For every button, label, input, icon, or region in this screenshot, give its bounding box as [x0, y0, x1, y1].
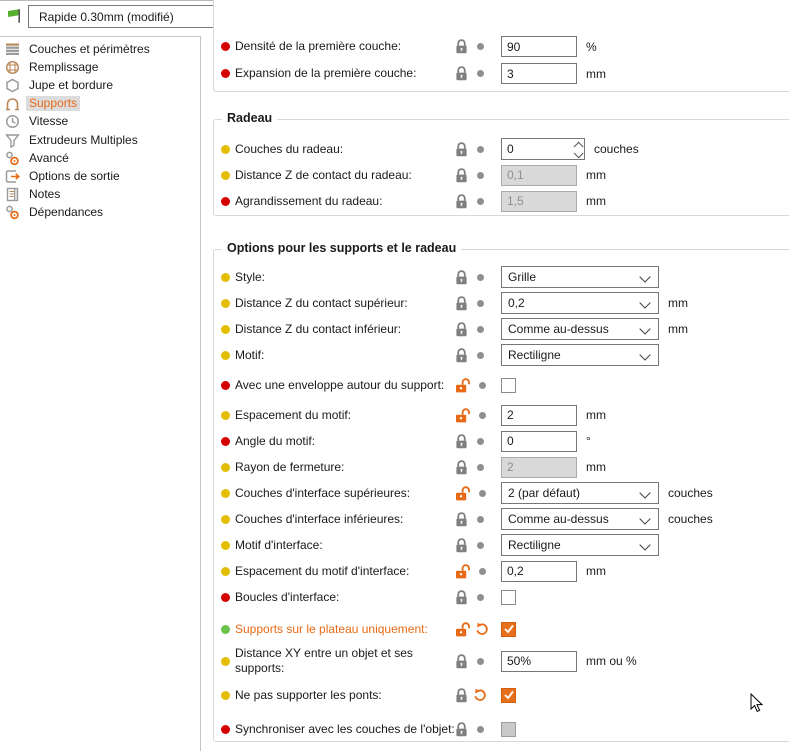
setting-label: Ne pas supporter les ponts: — [235, 687, 382, 702]
setting-label: Distance Z de contact du radeau: — [235, 167, 412, 182]
lock-closed-icon[interactable] — [455, 348, 468, 363]
red-bullet-icon — [221, 437, 230, 446]
extruders-icon — [4, 133, 20, 148]
setting-label: Rayon de fermeture: — [235, 459, 345, 474]
unit-label: mm — [586, 408, 606, 422]
unit-label: mm — [586, 194, 606, 208]
setting-row-motif-d-interface — [214, 532, 789, 558]
unmodified-dot-icon — [477, 516, 484, 523]
unmodified-dot-icon — [477, 300, 484, 307]
lock-closed-icon[interactable] — [455, 590, 468, 605]
unmodified-dot-icon — [477, 726, 484, 733]
notes-icon — [4, 187, 20, 202]
lock-closed-icon[interactable] — [455, 538, 468, 553]
mouse-cursor — [750, 693, 764, 716]
distance-z-du-contact-superieur-select[interactable] — [501, 292, 659, 314]
speed-icon — [4, 114, 20, 129]
lock-closed-icon[interactable] — [455, 194, 468, 209]
state-icons — [455, 270, 501, 285]
sidebar-item-label: Jupe et bordure — [29, 77, 114, 92]
unit-label: mm — [586, 168, 606, 182]
red-bullet-icon — [221, 593, 230, 602]
sidebar-item-remplissage[interactable] — [0, 58, 200, 76]
yellow-bullet-icon — [221, 691, 230, 700]
setting-row-couches-d-interface-superieures — [214, 480, 789, 506]
yellow-bullet-icon — [221, 171, 230, 180]
settings-category-sidebar — [0, 36, 201, 751]
espacement-du-motif-d-interface-input[interactable] — [501, 561, 577, 582]
state-icons — [455, 722, 501, 737]
unit-label: mm — [586, 564, 606, 578]
unmodified-dot-icon — [477, 274, 484, 281]
lock-closed-icon[interactable] — [455, 460, 468, 475]
section-first-layer — [213, 0, 789, 92]
angle-du-motif-input[interactable] — [501, 431, 577, 452]
infill-icon — [4, 60, 20, 75]
chevron-down-icon — [639, 513, 650, 524]
setting-label: Angle du motif: — [235, 433, 316, 448]
setting-label: Boucles d'interface: — [235, 589, 340, 604]
state-icons — [455, 66, 501, 81]
setting-label: Espacement du motif: — [235, 407, 352, 422]
setting-row-expansion-de-la-premiere-couche — [214, 60, 789, 87]
espacement-du-motif-input[interactable] — [501, 405, 577, 426]
yellow-bullet-icon — [221, 351, 230, 360]
setting-row-supports-sur-le-plateau-uniquement — [214, 616, 789, 642]
unmodified-dot-icon — [477, 146, 484, 153]
sidebar-item-label: Notes — [29, 187, 61, 202]
state-icons — [455, 460, 501, 475]
setting-label: Style: — [235, 269, 266, 284]
red-bullet-icon — [221, 197, 230, 206]
unmodified-dot-icon — [477, 326, 484, 333]
sidebar-item-label: Couches et périmètres — [29, 41, 150, 56]
distance-xy-entre-un-objet-et-ses-supports-input[interactable] — [501, 651, 577, 672]
unit-label: mm — [668, 322, 688, 336]
layers-icon — [4, 42, 20, 57]
lock-closed-icon[interactable] — [455, 168, 468, 183]
setting-label: Distance XY entre un objet et ses supports: — [235, 646, 413, 675]
state-icons — [455, 168, 501, 183]
unmodified-dot-icon — [477, 172, 484, 179]
sidebar-item-label: Avancé — [29, 150, 69, 165]
state-icons — [455, 486, 501, 501]
setting-row-rayon-de-fermeture — [214, 454, 789, 480]
sidebar-item-options-de-sortie[interactable] — [0, 167, 200, 185]
state-icons — [455, 348, 501, 363]
state-icons — [455, 322, 501, 337]
motif-d-interface-select[interactable] — [501, 534, 659, 556]
setting-label: Espacement du motif d'interface: — [235, 563, 410, 578]
state-icons — [455, 688, 501, 703]
yellow-bullet-icon — [221, 515, 230, 524]
setting-label: Densité de la première couche: — [235, 39, 402, 53]
unmodified-dot-icon — [477, 70, 484, 77]
unit-label: couches — [668, 486, 713, 500]
green-bullet-icon — [221, 625, 230, 634]
rayon-de-fermeture-input — [501, 457, 577, 478]
couches-d-interface-superieures-select[interactable] — [501, 482, 659, 504]
setting-label: Couches d'interface inférieures: — [235, 511, 404, 526]
setting-row-ne-pas-supporter-les-ponts — [214, 682, 789, 708]
motif-select[interactable] — [501, 344, 659, 366]
agrandissement-du-radeau-input — [501, 191, 577, 212]
state-icons — [455, 39, 501, 54]
unmodified-dot-icon — [479, 412, 486, 419]
yellow-bullet-icon — [221, 657, 230, 666]
sidebar-item-avance[interactable] — [0, 149, 200, 167]
setting-row-avec-une-enveloppe-autour-du-support — [214, 368, 789, 402]
lock-closed-icon[interactable] — [455, 434, 468, 449]
yellow-bullet-icon — [221, 489, 230, 498]
setting-label: Motif: — [235, 347, 265, 362]
synchroniser-avec-les-couches-de-l-objet-checkbox — [501, 722, 516, 737]
state-icons — [455, 194, 501, 209]
state-icons — [455, 378, 501, 393]
undo-icon[interactable] — [475, 622, 489, 636]
unmodified-dot-icon — [477, 43, 484, 50]
lock-closed-icon[interactable] — [455, 270, 468, 285]
section-legend: Radeau — [222, 111, 277, 125]
unit-label: couches — [668, 512, 713, 526]
state-icons — [455, 538, 501, 553]
yellow-bullet-icon — [221, 325, 230, 334]
yellow-bullet-icon — [221, 567, 230, 576]
style-select[interactable] — [501, 266, 659, 288]
yellow-bullet-icon — [221, 299, 230, 308]
setting-row-distance-z-du-contact-inferieur — [214, 316, 789, 342]
advanced-icon — [4, 151, 20, 166]
setting-label: Distance Z du contact inférieur: — [235, 321, 402, 336]
unit-label: mm — [586, 66, 606, 81]
skirt-icon — [4, 78, 20, 93]
unmodified-dot-icon — [477, 464, 484, 471]
lock-closed-icon[interactable] — [455, 722, 468, 737]
chevron-down-icon — [639, 349, 650, 360]
sidebar-item-label: Options de sortie — [29, 168, 120, 183]
select-value: Comme au-dessus — [508, 512, 609, 526]
preset-name: Rapide 0.30mm (modifié) — [39, 9, 174, 24]
boucles-d-interface-checkbox[interactable] — [501, 590, 516, 605]
chevron-down-icon — [639, 323, 650, 334]
lock-open-icon[interactable] — [455, 378, 470, 393]
yellow-bullet-icon — [221, 541, 230, 550]
state-icons — [455, 142, 501, 157]
unmodified-dot-icon — [477, 198, 484, 205]
ne-pas-supporter-les-ponts-checkbox[interactable] — [501, 688, 516, 703]
select-value: 2 (par défaut) — [508, 486, 581, 500]
sidebar-item-jupe-et-bordure[interactable] — [0, 76, 200, 94]
chevron-down-icon — [639, 297, 650, 308]
setting-label: Motif d'interface: — [235, 537, 323, 552]
red-bullet-icon — [221, 725, 230, 734]
unmodified-dot-icon — [477, 352, 484, 359]
setting-row-synchroniser-avec-les-couches-de-l-objet — [214, 712, 789, 746]
setting-row-distance-z-du-contact-superieur — [214, 290, 789, 316]
lock-open-icon[interactable] — [455, 408, 470, 423]
unit-label: mm — [586, 460, 606, 474]
couches-d-interface-inferieures-select[interactable] — [501, 508, 659, 530]
unmodified-dot-icon — [477, 542, 484, 549]
distance-z-du-contact-inferieur-select[interactable] — [501, 318, 659, 340]
setting-label: Synchroniser avec les couches de l'objet: — [235, 721, 455, 736]
setting-row-motif — [214, 342, 789, 368]
state-icons — [455, 512, 501, 527]
select-value: Comme au-dessus — [508, 322, 609, 336]
select-value: Rectiligne — [508, 348, 561, 362]
unmodified-dot-icon — [477, 658, 484, 665]
red-bullet-icon — [221, 69, 230, 78]
state-icons — [455, 622, 501, 637]
lock-closed-icon[interactable] — [455, 688, 468, 703]
unmodified-dot-icon — [479, 490, 486, 497]
red-bullet-icon — [221, 381, 230, 390]
sidebar-item-label: Vitesse — [29, 114, 69, 129]
setting-label: Supports sur le plateau uniquement: — [235, 621, 428, 636]
supports-sur-le-plateau-uniquement-checkbox[interactable] — [501, 622, 516, 637]
unit-label: mm ou % — [586, 654, 637, 668]
setting-label: Avec une enveloppe autour du support: — [235, 377, 445, 392]
state-icons — [455, 296, 501, 311]
select-value: Rectiligne — [508, 538, 561, 552]
sidebar-item-couches-et-perimetres[interactable] — [0, 40, 200, 58]
lock-closed-icon[interactable] — [455, 322, 468, 337]
setting-row-boucles-d-interface — [214, 584, 789, 610]
state-icons — [455, 408, 501, 423]
select-value: Grille — [508, 270, 537, 284]
setting-label: Expansion de la première couche: — [235, 66, 417, 80]
unit-label: % — [586, 39, 597, 54]
setting-row-densite-de-la-premiere-couche — [214, 33, 789, 60]
yellow-bullet-icon — [221, 273, 230, 282]
unit-label: ° — [586, 434, 591, 448]
setting-row-style — [214, 264, 789, 290]
setting-row-distance-xy-entre-un-objet-et-ses-supports — [214, 644, 789, 678]
sidebar-item-notes[interactable] — [0, 186, 200, 204]
sidebar-item-label: Dépendances — [29, 205, 104, 220]
sidebar-item-label: Extrudeurs Multiples — [29, 132, 138, 147]
lock-closed-icon[interactable] — [455, 654, 468, 669]
lock-open-icon[interactable] — [455, 622, 470, 637]
setting-row-agrandissement-du-radeau — [214, 188, 789, 214]
sidebar-item-label: Supports — [26, 96, 80, 111]
supports-icon — [4, 96, 20, 111]
setting-row-couches-du-radeau — [214, 136, 789, 162]
unmodified-dot-icon — [477, 438, 484, 445]
state-icons — [455, 434, 501, 449]
setting-label: Distance Z du contact supérieur: — [235, 295, 408, 310]
undo-icon[interactable] — [473, 688, 487, 702]
section-raft — [213, 111, 789, 216]
chevron-down-icon — [639, 539, 650, 550]
couches-du-radeau-spinner[interactable] — [501, 138, 585, 160]
spinner-value: 0 — [507, 142, 514, 156]
setting-row-espacement-du-motif — [214, 402, 789, 428]
lock-open-icon[interactable] — [455, 564, 470, 579]
sidebar-item-vitesse[interactable] — [0, 113, 200, 131]
sidebar-item-label: Remplissage — [29, 59, 99, 74]
setting-row-espacement-du-motif-d-interface — [214, 558, 789, 584]
unmodified-dot-icon — [479, 568, 486, 575]
lock-closed-icon[interactable] — [455, 142, 468, 157]
setting-label: Couches du radeau: — [235, 141, 344, 156]
yellow-bullet-icon — [221, 463, 230, 472]
chevron-down-icon — [639, 271, 650, 282]
avec-une-enveloppe-autour-du-support-checkbox[interactable] — [501, 378, 516, 393]
spinner-arrows-icon[interactable] — [573, 141, 580, 159]
state-icons — [455, 564, 501, 579]
expansion-de-la-premiere-couche-input[interactable] — [501, 63, 577, 84]
lock-closed-icon[interactable] — [455, 66, 468, 81]
yellow-bullet-icon — [221, 145, 230, 154]
unit-label: couches — [594, 142, 639, 156]
unmodified-dot-icon — [477, 594, 484, 601]
sidebar-item-supports[interactable] — [0, 95, 200, 113]
state-icons — [455, 654, 501, 669]
setting-row-distance-z-de-contact-du-radeau — [214, 162, 789, 188]
print-settings-flag-icon — [6, 7, 24, 25]
unit-label: mm — [668, 296, 688, 310]
section-legend: Options pour les supports et le radeau — [222, 241, 461, 255]
output-icon — [4, 169, 20, 184]
setting-row-angle-du-motif — [214, 428, 789, 454]
lock-closed-icon[interactable] — [455, 296, 468, 311]
setting-label: Agrandissement du radeau: — [235, 193, 383, 208]
select-value: 0,2 — [508, 296, 525, 310]
yellow-bullet-icon — [221, 411, 230, 420]
red-bullet-icon — [221, 42, 230, 51]
sidebar-item-extrudeurs-multiples[interactable] — [0, 131, 200, 149]
setting-row-couches-d-interface-inferieures — [214, 506, 789, 532]
chevron-down-icon — [639, 487, 650, 498]
lock-closed-icon[interactable] — [455, 512, 468, 527]
dependencies-icon — [4, 205, 20, 220]
distance-z-de-contact-du-radeau-input — [501, 165, 577, 186]
unmodified-dot-icon — [479, 382, 486, 389]
lock-closed-icon[interactable] — [455, 39, 468, 54]
lock-open-icon[interactable] — [455, 486, 470, 501]
setting-label: Couches d'interface supérieures: — [235, 485, 411, 500]
densite-de-la-premiere-couche-input[interactable] — [501, 36, 577, 57]
sidebar-item-dependances[interactable] — [0, 204, 200, 222]
state-icons — [455, 590, 501, 605]
section-support-options — [213, 241, 789, 742]
